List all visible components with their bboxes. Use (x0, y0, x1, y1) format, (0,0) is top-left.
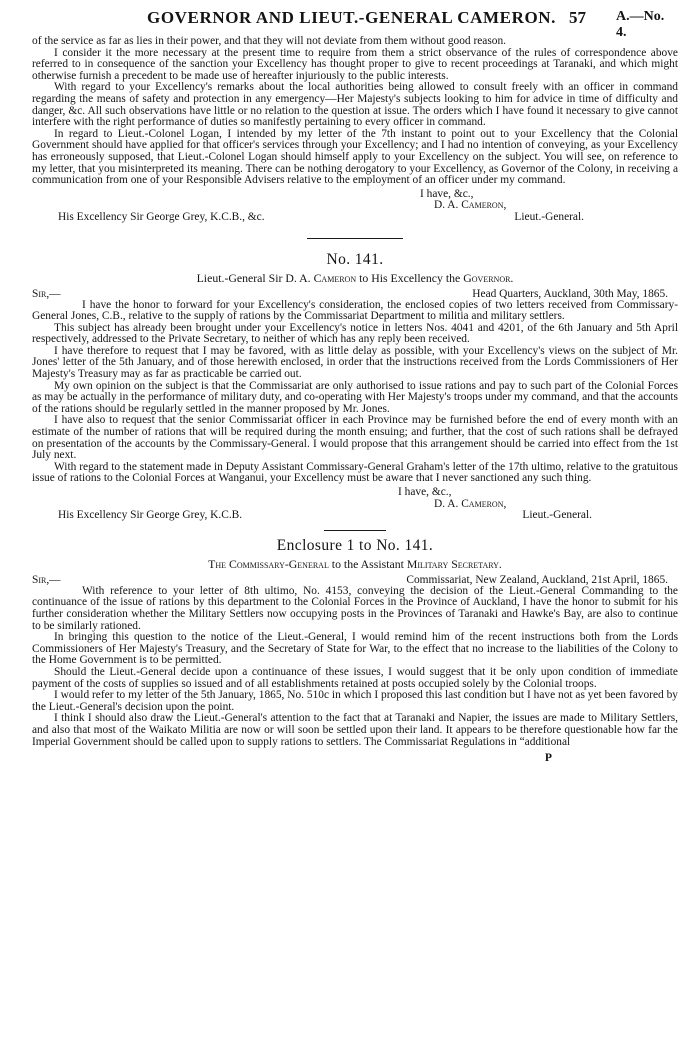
from-to-prefix: Lieut.-General Sir D. A. (196, 270, 311, 285)
paragraph: In bringing this question to the notice of the Lieut.-General, I would remind him of the recent instructions both from the Lords Commissioners of Her Majesty's Treasury, and the Secretary of State for War, to the effect that no increase to the liabilities of the Colony to the Home Government is to be permitted. (32, 631, 678, 667)
letter-subheading (32, 271, 678, 286)
salutation-row (32, 288, 678, 300)
signoff (32, 189, 678, 224)
addressee: His Excellency Sir George Grey, K.C.B. (58, 509, 243, 522)
running-header (32, 0, 678, 40)
closing: I have, &c., (398, 486, 452, 498)
paragraph: I would refer to my letter of the 5th January, 1865, No. 510c in which I proposed this last condition but I have not as yet been favored by the Lieut.-General's decision upon the point. (32, 689, 678, 713)
salutation: Sir,— (32, 573, 61, 586)
from-name: The Commissary-General (208, 556, 329, 571)
enclosure-heading: Enclosure 1 to No. 141. (276, 536, 434, 554)
signature-title: Lieut.-General. (522, 509, 592, 522)
running-title: GOVERNOR AND LIEUT.-GENERAL CAMERON. (147, 8, 557, 27)
letter-number: No. 141. (326, 250, 384, 268)
enclosure-subheading (32, 557, 678, 572)
paragraph: My own opinion on the subject is that the Commissariat are only authorised to issue rations and pay to such part of the Colonial Forces as may be actually in the performance of military duty, and co-operating with Her Majesty's troops under my command, and that the accounts of the rations should be regularly settled in the manner proposed by Mr. Jones. (32, 379, 678, 415)
letter-141 (32, 251, 678, 522)
closing: I have, &c., (420, 187, 474, 200)
from-name: Cameron (313, 270, 357, 285)
to-name: Governor. (463, 270, 514, 285)
signature-name: D. A. Cameron, (434, 497, 507, 510)
signoff (32, 487, 678, 522)
place-date: Commissariat, New Zealand, Auckland, 21st April, 1865. (406, 573, 668, 586)
from-to-middle: to His Excellency the (359, 270, 461, 285)
paragraph: I have therefore to request that I may be favored, with as little delay as possible, with your Excellency's views on the subject of Mr. Jones' letter of the 5th January, and of those herewith enclosed, in order that the instructions received from the Lords Commissioners of Her Majesty's Treasury may as far as practicable be carried out. (32, 344, 678, 381)
paragraph: With reference to your letter of 8th ultimo, No. 4153, conveying the decision of the Lieut.-General Commanding to the continuance of the issue of rations by this department to the Colonial Forces in the Province of Auckland, I have the honor to submit for his further consideration whether the Military Settlers now occupying posts in the Provinces of Taranaki and Hawke's Bay, are also to continue to be similarly rationed. (32, 584, 678, 632)
from-to-middle: to the Assistant (331, 556, 404, 571)
paragraph: With regard to the statement made in Deputy Assistant Commissary-General Graham's letter of the 17th ultimo, relative to the gratuitous issue of rations to the Colonial Forces at Wanganui, your Excellency must be aware that I never sanctioned any such thing. (32, 460, 678, 485)
paragraph: With regard to your Excellency's remarks about the local authorities being allowed to consult freely with an officer in command regarding the means of safety and protection in any emergency—Her Majesty's subjects looking to him for advice in time of difficulty and danger, &c. All such observations have little or no relation to the question at issue. The orders which I have found it necessary to give cannot interfere with the right performance of duties so manifestly pertaining to every officer in command. (32, 81, 678, 129)
paragraph: I consider it the more necessary at the present time to require from them a strict observance of the rules of correspondence above referred to in consequence of the sanction your Excellency has thought proper to give to recent proceedings at Taranaki, and which might otherwise furnish a precedent to be made use of hereafter injuriously to the public interests. (32, 46, 678, 82)
to-name: Military Secretary. (406, 556, 502, 571)
paragraph: I think I should also draw the Lieut.-General's attention to the fact that at Taranaki and Napier, the issues are made to Military Settlers, and also that most of the Waikato Militia are now or will soon be settled upon their land. It appears to be therefore questionable how far the Imperial Government should be called upon to supply rations to settlers. The Commissariat Regulations in “additional (32, 712, 678, 748)
addressee: His Excellency Sir George Grey, K.C.B., &c. (58, 210, 265, 223)
paragraph: Should the Lieut.-General decide upon a continuance of these issues, I would suggest that it be only upon condition of immediate payment of the costs of supplies so issued and of all establishments retained at posts occupied solely by the Colonial troops. (32, 665, 678, 690)
signature-title: Lieut.-General. (514, 210, 584, 223)
paragraph: I have also to request that the senior Commissariat officer in each Province may be furnished before the end of every month with an estimate of the number of rations that will be required during the month ensuing; and further, that the cost of such rations shall be defrayed on presentation of the accounts by the Commissary-General. I would propose that this arrangement should be carried into effect from the 1st July next. (32, 414, 678, 462)
addressee-row (32, 212, 678, 224)
document-reference: A.—No. 4. (616, 9, 665, 40)
paragraph: In regard to Lieut.-Colonel Logan, I intended by my letter of the 7th instant to point out to your Excellency that the Colonial Government should have applied for that officer's services through your Excellency; and I had no intention of conveying, as your Excellency has erroneously supposed, that Lieut.-Colonel Logan should himself apply to your Excellency on the subject. You will see, on reference to my letter, that you misinterpreted its meaning. There can be nothing derogatory to your Excellency, as Governor of the Colony, in receiving a communication from one of your Responsible Advisers relative to the employment of an officer under my command. (32, 127, 678, 187)
salutation: Sir,— (32, 287, 61, 300)
signature-mark: P (544, 751, 552, 765)
signature-name: D. A. Cameron, (434, 199, 507, 212)
enclosure-1 (32, 537, 678, 748)
section-divider (324, 530, 386, 531)
paragraph: I have the honor to forward for your Excellency's consideration, the enclosed copies of two letters received from Commissary-General Jones, C.B., relative to the supply of rations by the Commissariat Department to militia and military settlers. (32, 298, 678, 323)
addressee-row (32, 510, 678, 522)
section-divider (307, 238, 403, 239)
paragraph: This subject has already been brought under your Excellency's notice in letters Nos. 4041 and 4201, of the 6th January and 5th April respectively, addressed to the Private Secretary, to neither of which has any reply been received. (32, 321, 678, 346)
salutation-row (32, 574, 678, 586)
paragraph: of the service as far as lies in their power, and that they will not deviate from them without good reason. (32, 35, 507, 47)
prior-letter (32, 36, 678, 224)
place-date: Head Quarters, Auckland, 30th May, 1865. (472, 287, 668, 300)
page-number: 57 (569, 8, 586, 27)
